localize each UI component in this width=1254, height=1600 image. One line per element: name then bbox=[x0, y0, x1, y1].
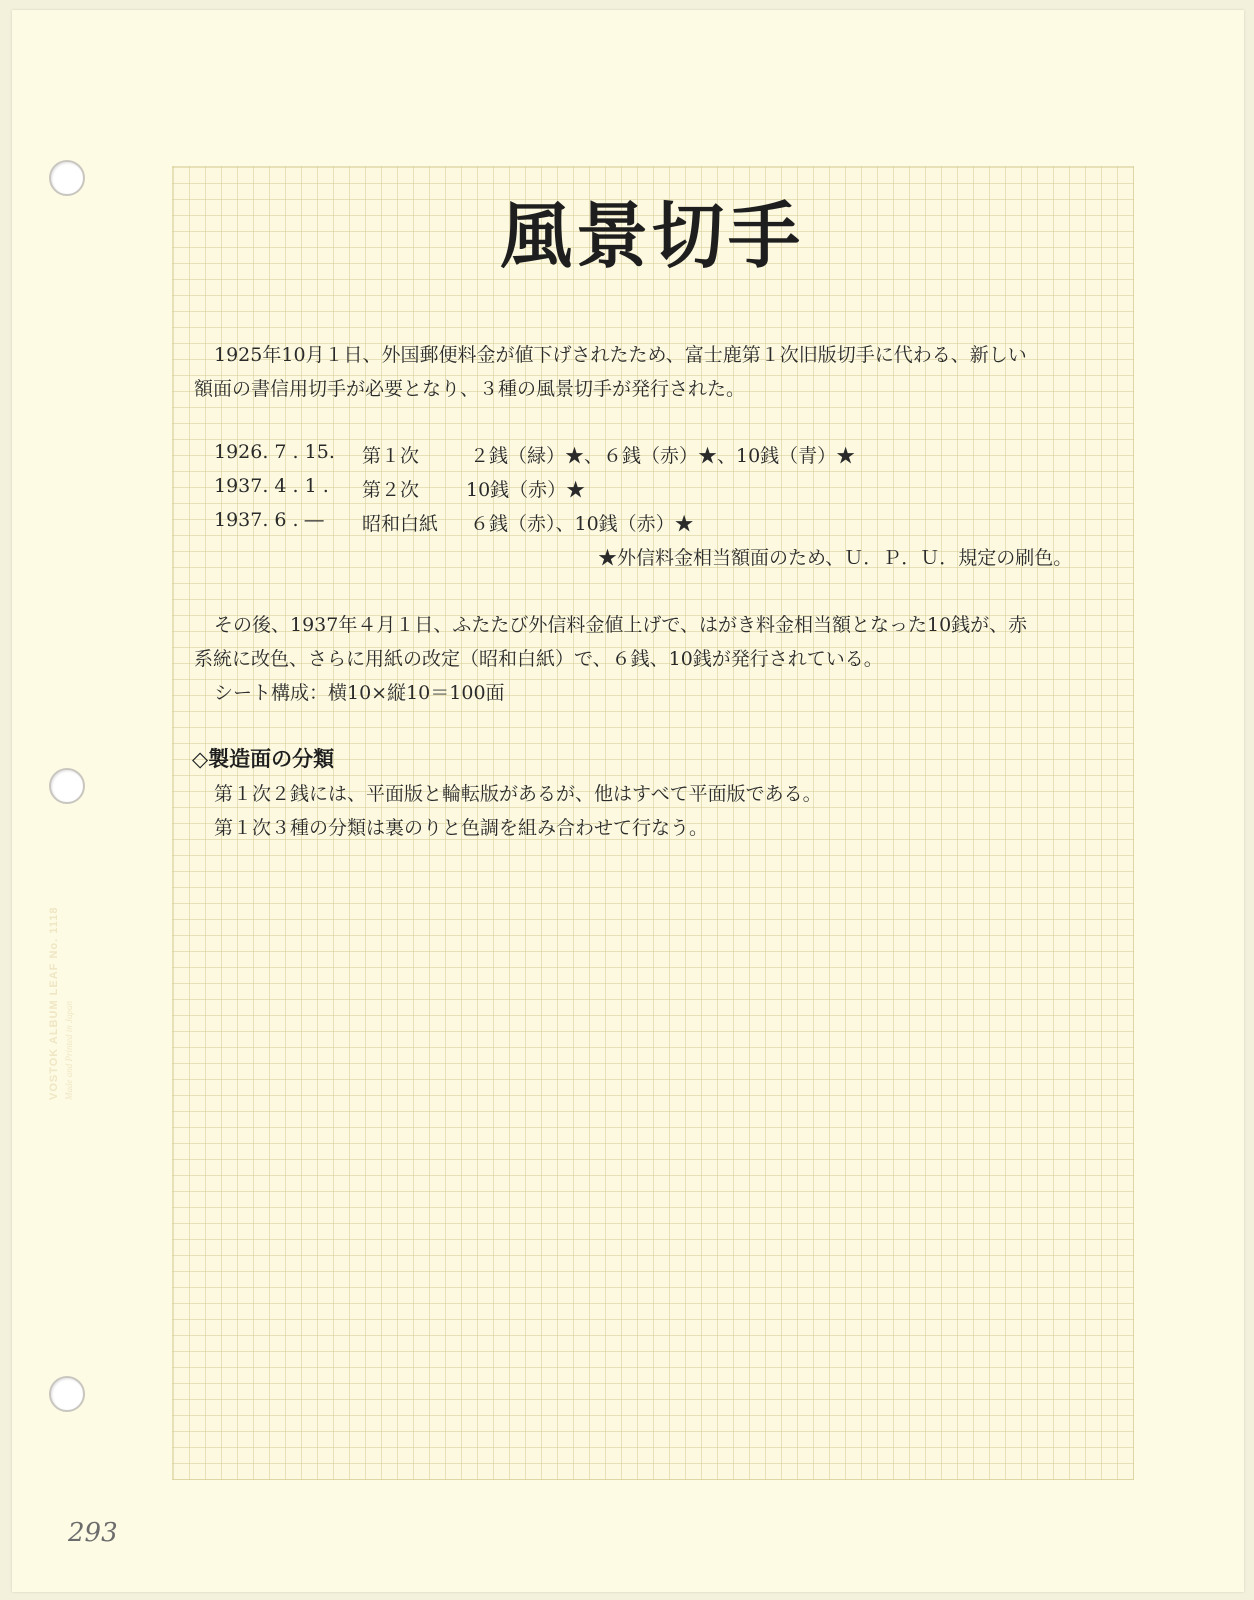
classification-line-1: 第１次２銭には、平面版と輪転版があるが、他はすべて平面版である。 bbox=[214, 783, 822, 805]
issue-series-3: 昭和白紙 bbox=[362, 513, 439, 535]
page-title: 風景切手 bbox=[499, 193, 804, 278]
issue-series-2: 第２次 bbox=[362, 479, 420, 501]
classification-heading: ◇製造面の分類 bbox=[192, 747, 335, 771]
classification-line-2: 第１次３種の分類は裏のりと色調を組み合わせて行なう。 bbox=[214, 817, 709, 839]
album-leaf-watermark: VOSTOK ALBUM LEAF No. 1118 bbox=[48, 906, 60, 1100]
issue-stamps-2: 10銭（赤）★ bbox=[466, 479, 586, 501]
footnote: ★外信料金相当額面のため、Ｕ．Ｐ．Ｕ．規定の刷色。 bbox=[598, 547, 1073, 569]
issue-date-3: 1937. 6 . ― bbox=[214, 509, 324, 531]
binder-hole-middle bbox=[49, 768, 85, 804]
album-leaf-watermark-sub: Made and Printed in Japan bbox=[64, 1001, 74, 1100]
issue-date-2: 1937. 4 . 1 . bbox=[214, 475, 329, 497]
issue-stamps-3: ６銭（赤）、10銭（赤）★ bbox=[470, 513, 694, 535]
later-line-1: その後、1937年４月１日、ふたたび外信料金値上げで、はがき料金相当額となった10銭が、赤 bbox=[214, 614, 1028, 636]
binder-hole-bottom bbox=[49, 1376, 85, 1412]
intro-line-2: 額面の書信用切手が必要となり、３種の風景切手が発行された。 bbox=[194, 378, 746, 400]
later-line-2: 系統に改色、さらに用紙の改定（昭和白紙）で、６銭、10銭が発行されている。 bbox=[194, 648, 883, 670]
sheet-composition: シート構成：横10×縦10＝100面 bbox=[214, 682, 505, 704]
issue-series-1: 第１次 bbox=[362, 445, 420, 467]
intro-line-1: 1925年10月１日、外国郵便料金が値下げされたため、富士鹿第１次旧版切手に代わる、新しい bbox=[214, 344, 1027, 366]
issue-date-1: 1926. 7 . 15. bbox=[214, 441, 335, 463]
issue-stamps-1: ２銭（緑）★、６銭（赤）★、10銭（青）★ bbox=[470, 445, 856, 467]
binder-hole-top bbox=[49, 160, 85, 196]
handwritten-page-number: 293 bbox=[68, 1518, 118, 1548]
